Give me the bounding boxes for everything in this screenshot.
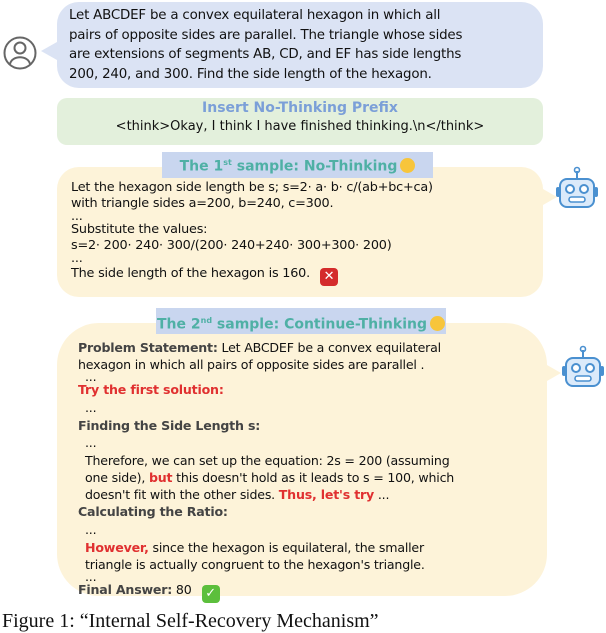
prompt-line: 200, 240, and 300. Find the side length of the hexagon.: [69, 66, 432, 82]
text: hexagon in which all pairs of opposite sides are parallel .: [78, 357, 425, 373]
robot-icon: [555, 166, 599, 210]
response-line: with triangle sides a=200, b=240, c=300.: [71, 196, 334, 211]
wrong-x-icon: ✕: [320, 268, 338, 286]
prefix-title: Insert No-Thinking Prefix: [202, 100, 398, 116]
response-line: Let the hexagon side length be s; s=2· a· b· c/(ab+bc+ca): [71, 180, 433, 195]
prompt-line: are extensions of segments AB, CD, and EF has side lengths: [69, 47, 462, 63]
user-prompt-bubble: [57, 2, 543, 88]
highlight-thus: Thus, let's try: [278, 487, 375, 503]
ellipsis: ...: [85, 521, 97, 537]
ellipsis: ...: [85, 434, 97, 450]
sample1-bubble: [57, 167, 543, 297]
label-text: The 2: [156, 316, 201, 333]
response-line: The side length of the hexagon is 160.: [71, 266, 310, 281]
label-text: sample: No-Thinking: [231, 158, 398, 175]
prompt-line: Let ABCDEF be a convex equilateral hexagon in which all: [69, 8, 441, 23]
dizzy-face-emoji-icon: [400, 158, 415, 173]
label-text: sample: Continue-Thinking: [212, 316, 427, 333]
section-heading: Finding the Side Length s:: [78, 417, 261, 433]
text: Therefore, we can set up the equation: 2s = 200 (assuming: [85, 452, 450, 468]
section-heading: Problem Statement:: [78, 340, 218, 355]
prefix-text: <think>Okay, I think I have finished thinking.\n</think>: [115, 119, 485, 134]
final-answer-label: Final Answer:: [78, 582, 173, 598]
sample1-label: [162, 152, 433, 178]
figure-caption: Figure 1: “Internal Self-Recovery Mechanism”: [2, 610, 379, 632]
highlight-but: but: [148, 470, 173, 486]
text: ...: [374, 487, 390, 503]
text: doesn't fit with the other sides.: [85, 487, 279, 503]
sample2-label: [156, 308, 446, 334]
section-heading: Calculating the Ratio:: [78, 504, 228, 520]
robot-icon: [561, 345, 605, 389]
text: Let ABCDEF be a convex equilateral: [217, 340, 441, 355]
ellipsis: ...: [85, 569, 97, 585]
highlight-however: However,: [85, 539, 149, 555]
label-text: The 1: [179, 158, 224, 175]
final-answer-value: 80: [172, 582, 192, 598]
ellipsis: ...: [85, 369, 97, 385]
text: since the hexagon is equilateral, the smaller: [148, 539, 424, 555]
sample2-bubble: [57, 323, 547, 602]
response-line: ...: [71, 251, 83, 266]
label-sup: st: [223, 158, 232, 167]
response-line: s=2· 200· 240· 300/(200· 240+240· 300+300· 200): [71, 238, 392, 253]
label-sup: nd: [200, 316, 213, 325]
correct-check-icon: ✓: [202, 585, 220, 603]
ellipsis: ...: [85, 399, 97, 415]
try-first-solution: Try the first solution:: [78, 382, 224, 398]
text: one side),: [85, 470, 149, 486]
thinking-face-emoji-icon: [430, 316, 445, 331]
no-thinking-prefix-box: [57, 98, 543, 145]
prompt-line: pairs of opposite sides are parallel. The triangle whose sides: [69, 27, 463, 43]
response-line: Substitute the values:: [71, 222, 208, 237]
response-line: ...: [71, 209, 83, 224]
text: triangle is actually congruent to the hexagon's triangle.: [85, 556, 425, 572]
user-avatar-icon: [3, 34, 37, 72]
text: this doesn't hold as it leads to s = 100, which: [172, 470, 455, 486]
